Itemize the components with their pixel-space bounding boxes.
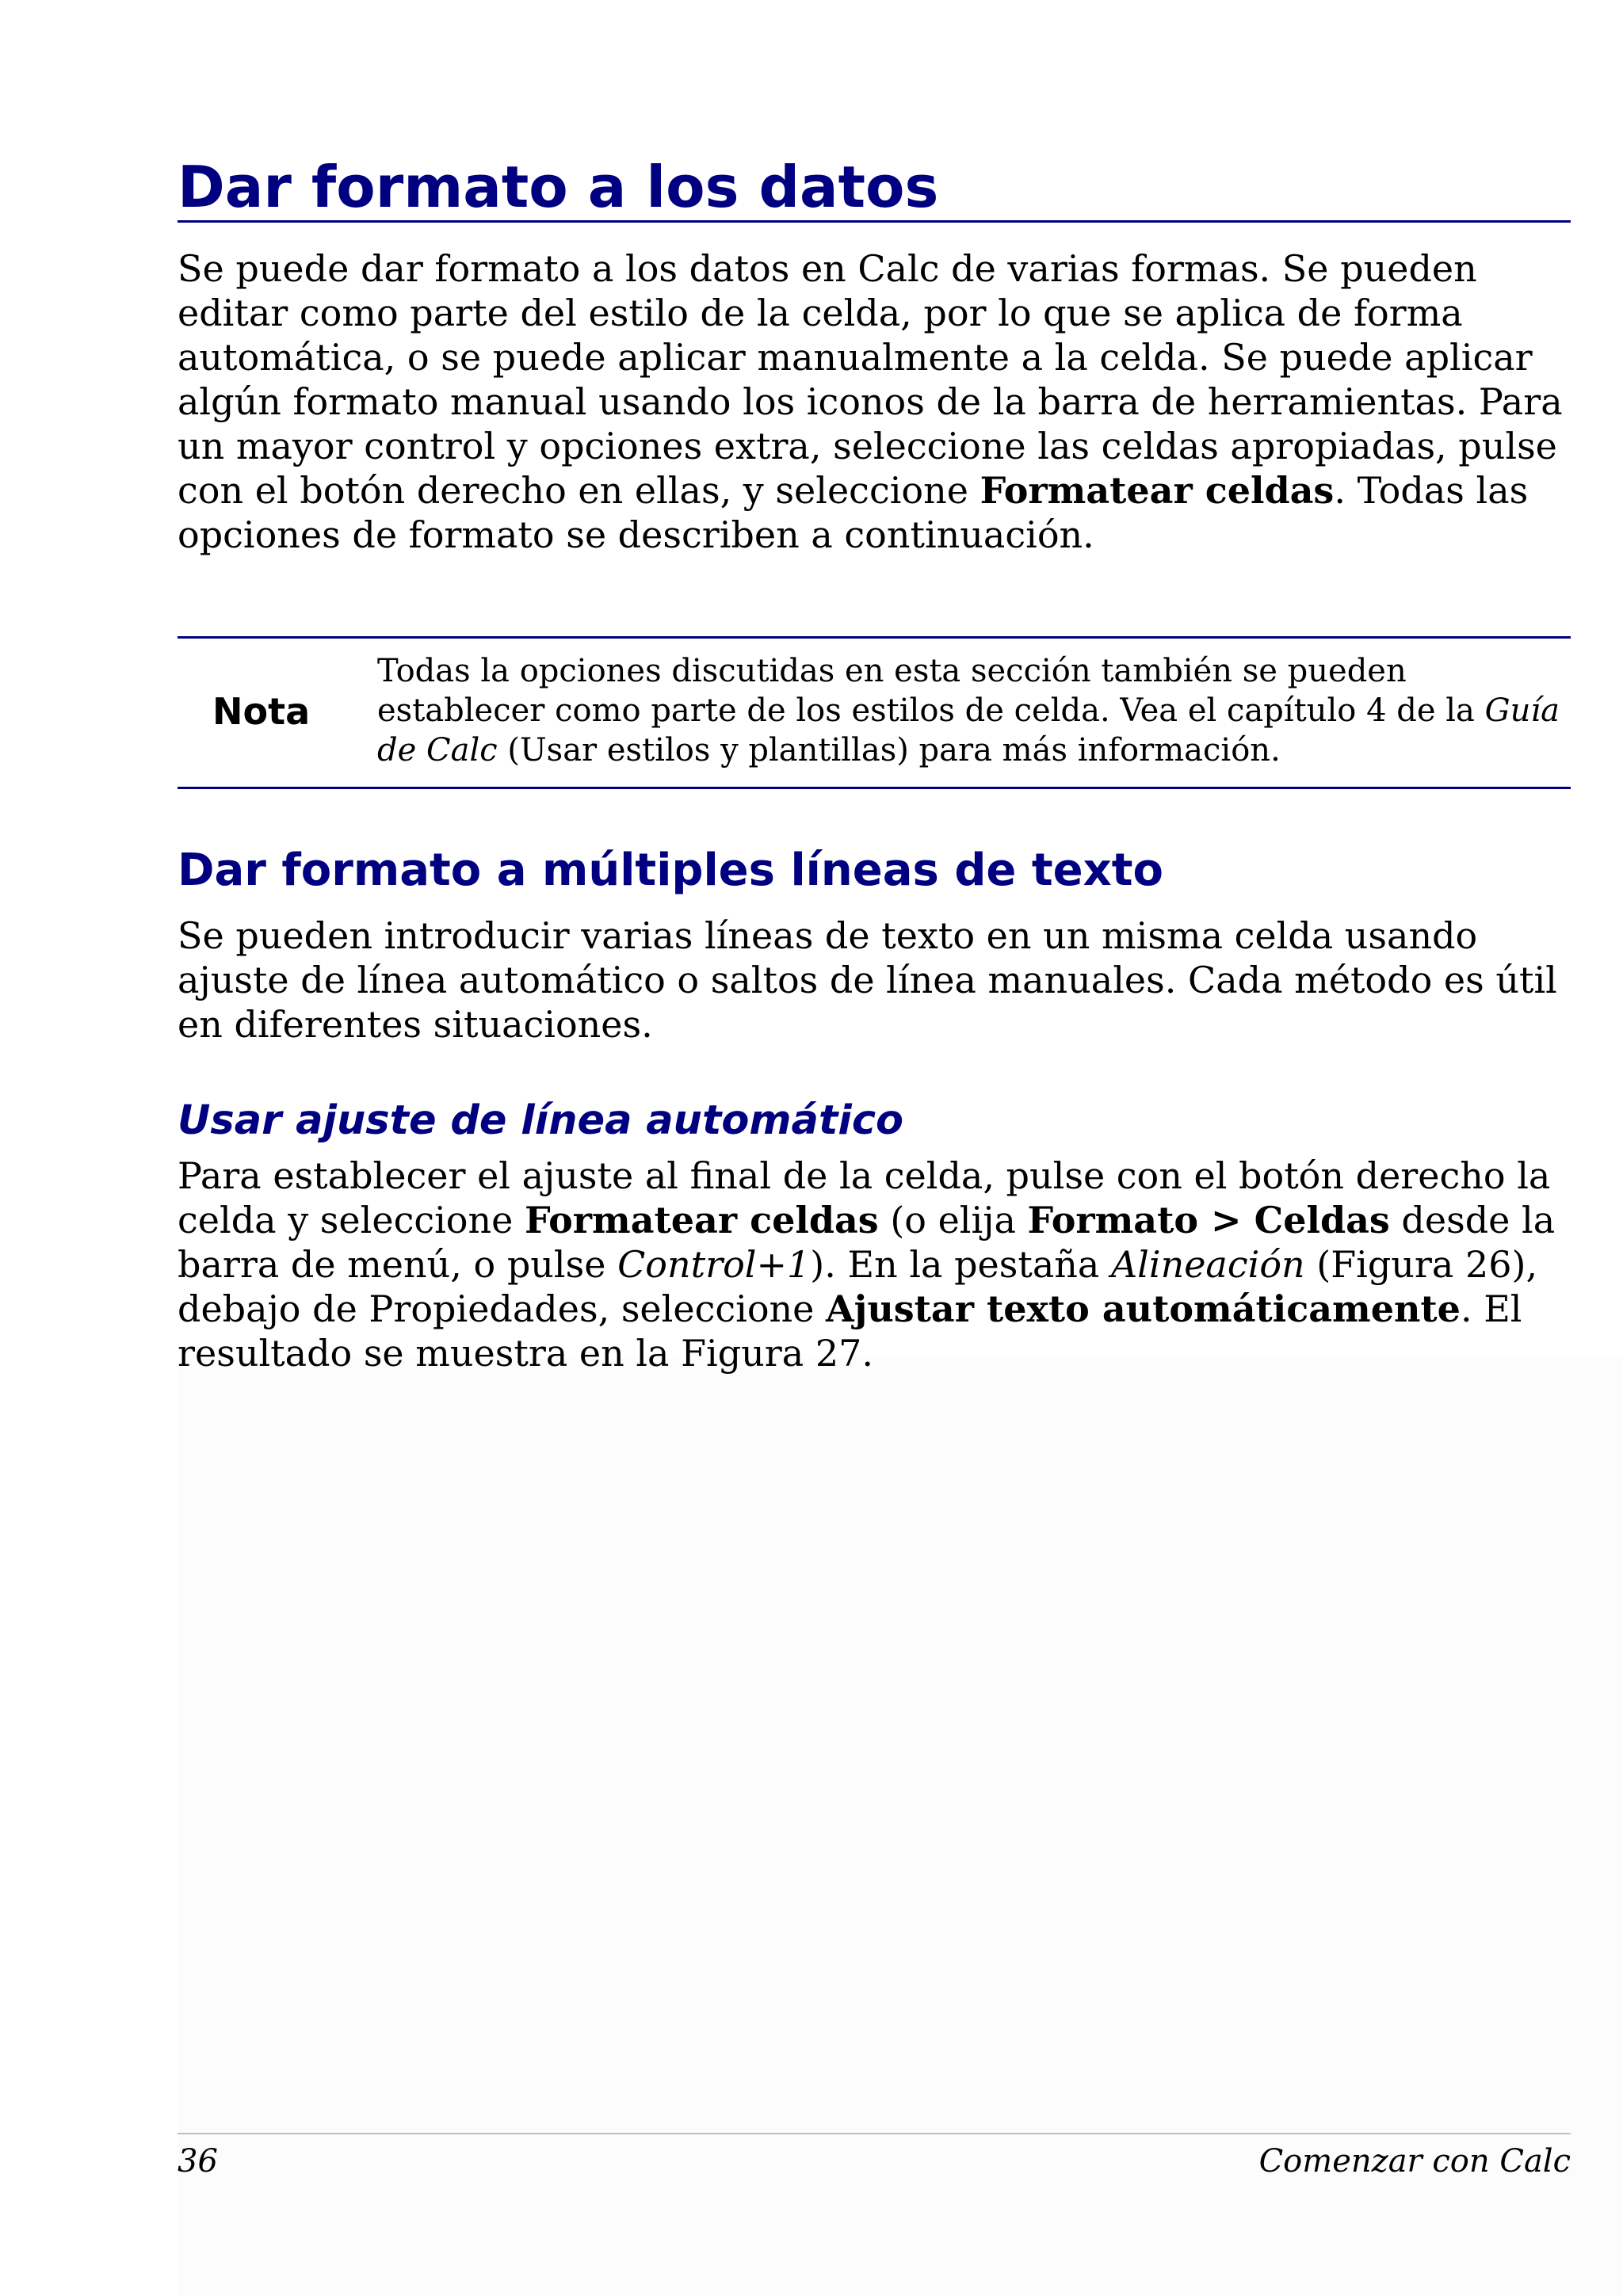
wrap-text-6: . El resultado se muestra en la Figura 27. <box>178 1287 1522 1375</box>
note-text-2: (Usar estilos y plantillas) para más información. <box>497 732 1281 769</box>
intro-bold-formatear-celdas: Formatear celdas <box>980 469 1335 512</box>
section-heading: Dar formato a los datos <box>178 154 939 220</box>
wrap-bold-formatear-celdas: Formatear celdas <box>524 1199 879 1241</box>
section-heading-rule <box>178 220 1571 223</box>
note-label: Nota <box>212 690 311 733</box>
note-bottom-rule <box>178 787 1571 789</box>
intro-paragraph <box>178 246 1571 557</box>
wrap-bold-ajustar-texto: Ajustar texto automáticamente <box>825 1287 1461 1330</box>
note-top-rule <box>178 636 1571 639</box>
wrap-text-4: ). En la pestaña <box>810 1243 1111 1286</box>
wrap-text-2: (o elija <box>878 1199 1028 1241</box>
wrap-text-1: Para establecer el ajuste al final de la celda, pulse con el botón derecho la celda y seleccione <box>178 1154 1551 1241</box>
wrap-text-5: (Figura 26), debajo de Propiedades, seleccione <box>178 1243 1538 1330</box>
note-text-1: Todas la opciones discutidas en esta sección también se pueden establecer como parte de los estilos de celda. Vea el capítulo 4 de la <box>377 653 1485 729</box>
wrap-text-3: desde la barra de menú, o pulse <box>178 1199 1556 1286</box>
footer-page-number: 36 <box>178 2143 218 2180</box>
wrap-italic-alineacion: Alineación <box>1110 1243 1305 1286</box>
wrap-italic-shortcut: Control+1 <box>617 1243 811 1286</box>
note-text <box>377 651 1571 770</box>
subsubsection-heading: Usar ajuste de línea automático <box>178 1097 904 1144</box>
footer-book-title: Comenzar con Calc <box>1258 2143 1571 2180</box>
wrap-bold-formato-celdas: Formato > Celdas <box>1027 1199 1390 1241</box>
subsection-paragraph: Se pueden introducir varias líneas de texto en un misma celda usando ajuste de línea automático o saltos de línea manuales. Cada método es útil en diferentes situaciones. <box>178 914 1557 1046</box>
subsubsection-paragraph <box>178 1154 1571 1375</box>
intro-text-2: . Todas las opciones de formato se describen a continuación. <box>178 469 1529 556</box>
footer-rule <box>178 2133 1571 2134</box>
intro-text-1: Se puede dar formato a los datos en Calc de varias formas. Se pueden editar como parte del estilo de la celda, por lo que se aplica de forma automática, o se puede aplicar manualmente a la celda. Se puede aplicar algún formato manual usando los iconos de la barra de herramientas. Para un mayor control y opciones extra, seleccione las celdas apropiadas, pulse con el botón derecho en ellas, y seleccione <box>178 247 1563 512</box>
note-italic-guia-de-calc: Guía de Calc <box>377 692 1560 769</box>
subsection-heading: Dar formato a múltiples líneas de texto <box>178 845 1164 896</box>
